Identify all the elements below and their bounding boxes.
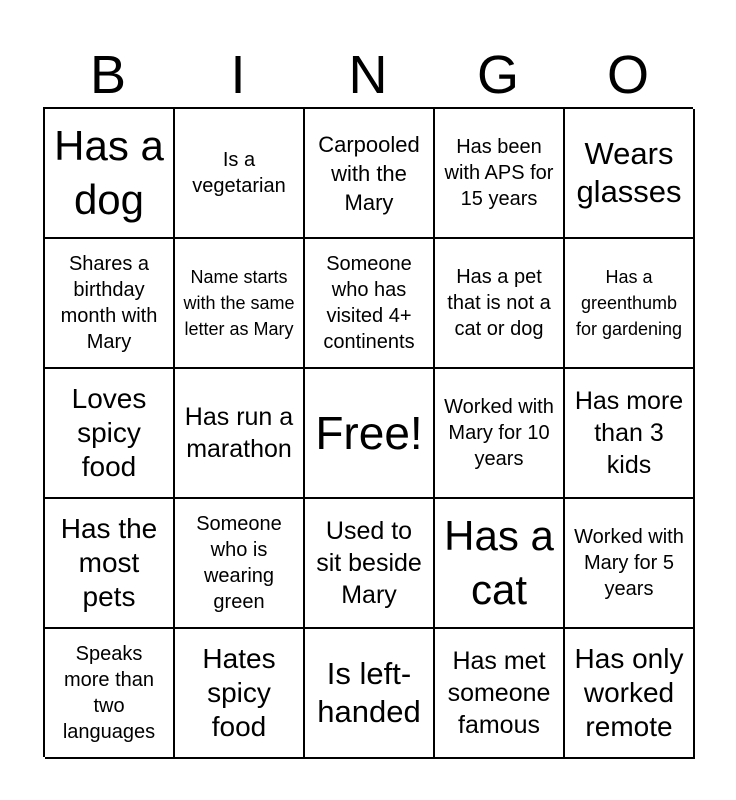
cell-text: Is a vegetarian: [192, 149, 286, 197]
bingo-cell[interactable]: [175, 109, 305, 239]
cell-text: Has been with APS for 15 years: [444, 136, 554, 210]
cell-text: Is left-handed: [317, 656, 421, 729]
cell-text: Hates spicy food: [202, 643, 276, 742]
bingo-cell[interactable]: [175, 369, 305, 499]
bingo-cell[interactable]: [435, 629, 565, 759]
bingo-cell[interactable]: [45, 629, 175, 759]
cell-text: Has a greenthumb for gardening: [575, 267, 683, 339]
bingo-cell[interactable]: [305, 499, 435, 629]
cell-text: Has the most pets: [60, 513, 158, 612]
bingo-cell[interactable]: [305, 239, 435, 369]
header-letter-o: O: [606, 45, 649, 105]
bingo-cell[interactable]: [565, 239, 695, 369]
header-letter-g: G: [476, 45, 519, 105]
bingo-cell[interactable]: [45, 239, 175, 369]
bingo-cell[interactable]: [435, 499, 565, 629]
cell-text: Has run a marathon: [184, 403, 294, 463]
bingo-cell[interactable]: [435, 239, 565, 369]
cell-text: Worked with Mary for 10 years: [444, 396, 554, 470]
cell-text: Someone who is wearing green: [196, 513, 282, 613]
cell-text: Shares a birthday month with Mary: [60, 253, 158, 353]
cell-text: Carpooled with the Mary: [318, 131, 420, 215]
bingo-cell[interactable]: [435, 109, 565, 239]
cell-text: Free!: [315, 407, 423, 459]
bingo-cell[interactable]: [45, 369, 175, 499]
bingo-cell[interactable]: [45, 109, 175, 239]
bingo-cell[interactable]: [565, 629, 695, 759]
header-letter-n: N: [348, 45, 388, 105]
free-space[interactable]: [305, 369, 435, 499]
bingo-cell[interactable]: [565, 109, 695, 239]
bingo-cell[interactable]: [435, 369, 565, 499]
header-letter-b: B: [89, 45, 127, 105]
bingo-cell[interactable]: [565, 369, 695, 499]
cell-text: Has a cat: [444, 512, 554, 613]
header-letter-i: I: [230, 45, 246, 105]
bingo-cell[interactable]: [175, 499, 305, 629]
bingo-cell[interactable]: [305, 109, 435, 239]
cell-text: Worked with Mary for 5 years: [574, 526, 684, 600]
bingo-header: [43, 42, 693, 108]
bingo-cell[interactable]: [175, 629, 305, 759]
bingo-cell[interactable]: [565, 499, 695, 629]
cell-text: Has met someone famous: [447, 647, 551, 739]
cell-text: Has a dog: [54, 122, 164, 223]
cell-text: Someone who has visited 4+ continents: [323, 253, 415, 353]
cell-text: Has more than 3 kids: [574, 387, 684, 479]
cell-text: Wears glasses: [576, 136, 682, 209]
cell-text: Used to sit beside Mary: [316, 517, 422, 609]
cell-text: Loves spicy food: [71, 383, 147, 482]
bingo-cell[interactable]: [305, 629, 435, 759]
cell-text: Has a pet that is not a cat or dog: [447, 266, 551, 340]
bingo-cell[interactable]: [175, 239, 305, 369]
cell-text: Name starts with the same letter as Mary: [183, 267, 295, 339]
bingo-grid: [43, 107, 693, 757]
cell-text: Speaks more than two languages: [62, 643, 156, 743]
bingo-cell[interactable]: [45, 499, 175, 629]
cell-text: Has only worked remote: [574, 643, 684, 742]
